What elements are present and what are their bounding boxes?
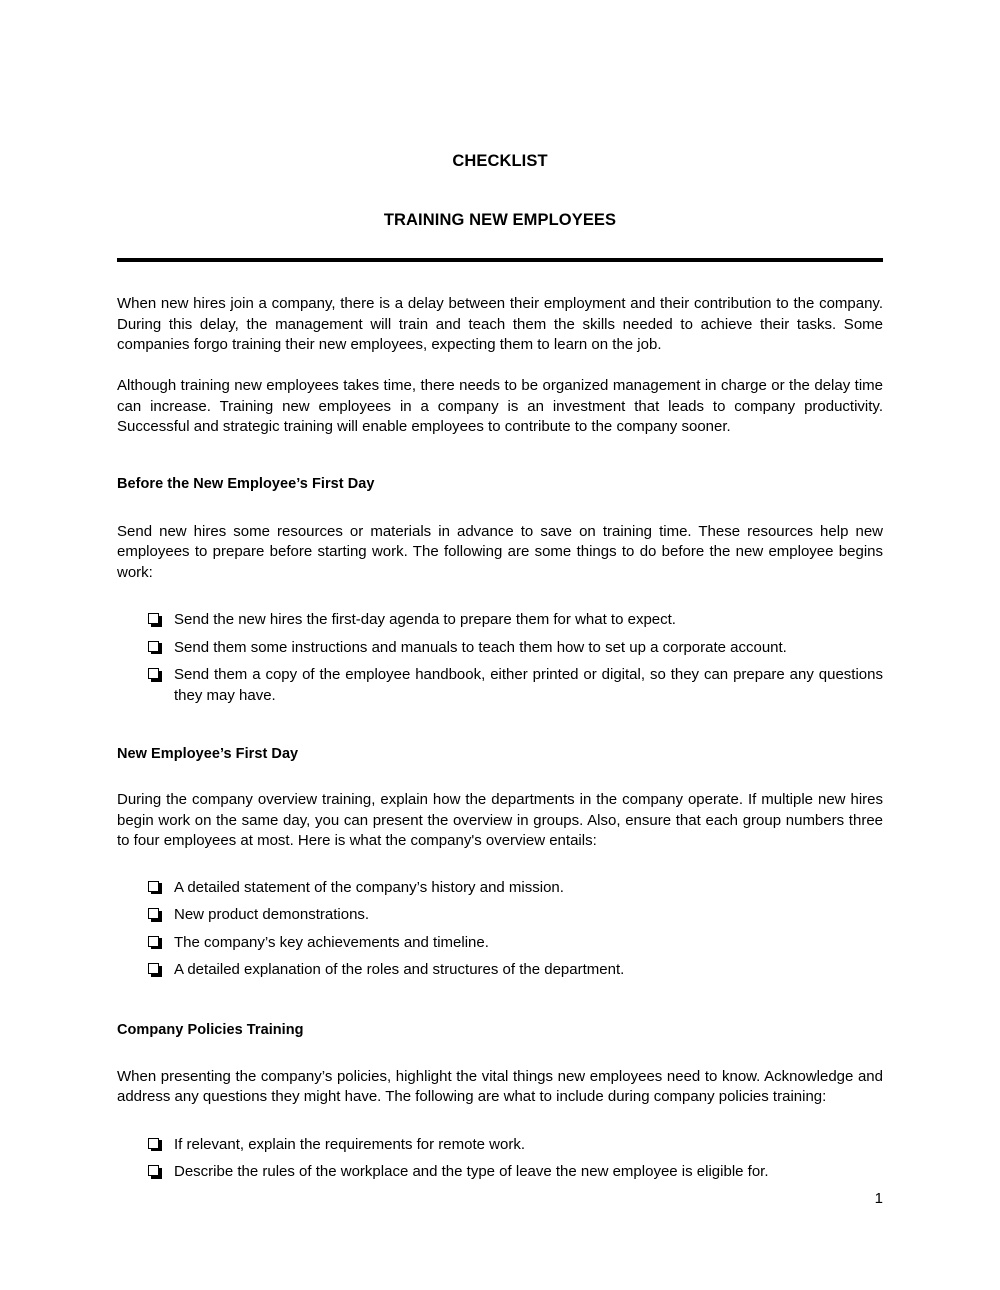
page-number: 1: [874, 1190, 883, 1207]
checklist-item[interactable]: [117, 665, 883, 706]
checkbox-icon[interactable]: [148, 613, 160, 625]
section-heading-first-day: New Employee’s First Day: [117, 746, 299, 762]
checklist-item-label: Describe the rules of the workplace and the type of leave the new employee is eligible for.: [174, 1163, 769, 1180]
section-paragraph-first-day: During the company overview training, explain how the departments in the company operate. If multiple new hires begin work on the same day, you can present the overview in groups. Also, ensure that each group numbers three to four employees at most. Here is what the company's overview entails:: [117, 791, 883, 849]
checklist-item-label: A detailed statement of the company’s history and mission.: [174, 878, 564, 896]
section-paragraph-before-first-day: Send new hires some resources or materials in advance to save on training time. These resources help new employees to prepare before starting work. The following are some things to do before the new employee begins work:: [117, 522, 883, 581]
checkbox-icon[interactable]: [148, 1165, 160, 1177]
checkbox-icon[interactable]: [148, 936, 160, 948]
checklist-item-label: Send them a copy of the employee handbook, either printed or digital, so they can prepare any questions they may have.: [174, 666, 883, 704]
section-heading-before-first-day: Before the New Employee’s First Day: [117, 475, 375, 492]
checklist-item[interactable]: [117, 905, 883, 926]
intro-paragraph-1: When new hires join a company, there is a delay between their employment and their contribution to the company. During this delay, the management will train and teach them the skills needed to achieve their tasks. Some companies forgo training their new employees, expecting them to learn on the job.: [117, 295, 883, 353]
checklist-item[interactable]: [117, 933, 883, 954]
title-divider-rule: [117, 258, 883, 262]
checklist-item[interactable]: [117, 1135, 883, 1156]
checklist-item[interactable]: [117, 638, 883, 659]
document-title-secondary: TRAINING NEW EMPLOYEES: [383, 211, 617, 229]
document-content: [117, 0, 883, 1183]
section-paragraph-company-policies: When presenting the company’s policies, highlight the vital things new employees need to know. Acknowledge and address any questions they might have. The following are what to include during company policies training:: [117, 1067, 883, 1105]
checklist-item[interactable]: [117, 610, 883, 631]
checklist-first-day: [117, 878, 883, 981]
checkbox-icon[interactable]: [148, 668, 160, 680]
checklist-before-first-day: [117, 610, 883, 706]
checklist-item-label: Send the new hires the first-day agenda to prepare them for what to expect.: [174, 611, 676, 628]
checklist-item-label: The company’s key achievements and timeline.: [174, 933, 489, 951]
checklist-item-label: New product demonstrations.: [174, 906, 370, 923]
checkbox-icon[interactable]: [148, 1138, 160, 1150]
checklist-company-policies: [117, 1135, 883, 1183]
checkbox-icon[interactable]: [148, 641, 160, 653]
checkbox-icon[interactable]: [148, 908, 160, 920]
section-heading-company-policies: Company Policies Training: [117, 1021, 304, 1038]
checklist-item[interactable]: [117, 960, 883, 981]
checkbox-icon[interactable]: [148, 881, 160, 893]
checklist-item-label: A detailed explanation of the roles and structures of the department.: [174, 961, 625, 978]
checklist-item[interactable]: [117, 878, 883, 899]
checkbox-icon[interactable]: [148, 963, 160, 975]
checklist-item-label: If relevant, explain the requirements for remote work.: [174, 1135, 525, 1153]
document-title-primary: CHECKLIST: [452, 152, 548, 170]
checklist-item-label: Send them some instructions and manuals to teach them how to set up a corporate account.: [174, 638, 787, 656]
intro-paragraph-2: Although training new employees takes time, there needs to be organized management in charge or the delay time can increase. Training new employees in a company is an investment that leads to company productivity. Successful and strategic training will enable employees to contribute to the company sooner.: [117, 377, 883, 435]
checklist-item[interactable]: [117, 1162, 883, 1183]
